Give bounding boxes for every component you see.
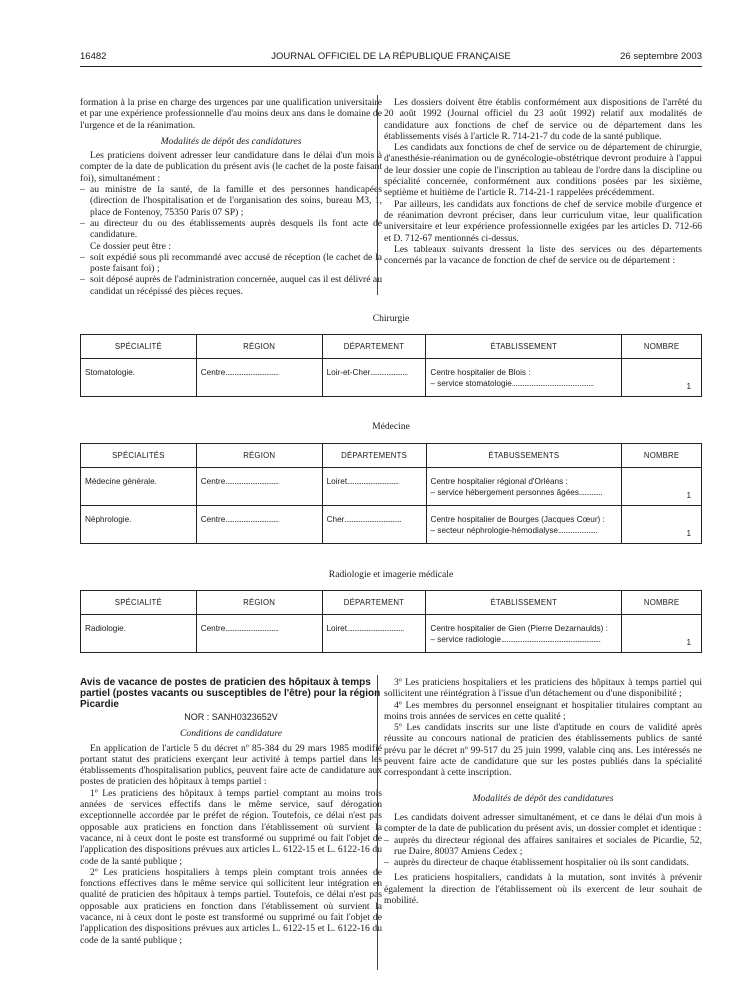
table-row — [81, 359, 702, 397]
cell-nombre: 1 — [622, 359, 702, 397]
table-caption: Chirurgie — [372, 313, 410, 324]
delivery-list — [80, 252, 382, 297]
bottom-right-column — [384, 677, 702, 906]
table-header-row — [81, 591, 702, 615]
cell-region: Centre.............................. — [196, 359, 322, 397]
paragraph: Les candidats doivent adresser simultanément, et ce dans le délai d'un mois à compter de la date de publication du présent avis, un dossier complet et identique : — [384, 811, 702, 835]
column-header: NOMBRE — [622, 335, 702, 359]
cell-departement: Loiret............................. — [322, 468, 426, 506]
section-heading: Modalités de dépôt des candidatures — [472, 792, 614, 804]
paragraph: 4º Les membres du personnel enseignant et hospitalier titulaires comptant au moins trois années de services en cette qualité ; — [384, 699, 702, 722]
paragraph: En application de l'article 5 du décret nº 85-384 du 29 mars 1985 modifié portant statut des praticiens exerçant leur activité à temps partiel dans les établissements d'hospitalisation publics, peuvent faire acte de candidature aux postes de praticien des hôpitaux à temps partiel : — [80, 742, 382, 788]
cell-specialite: Médecine générale. — [81, 468, 197, 506]
paragraph: 1º Les praticiens des hôpitaux à temps partiel comptant au moins trois années de services effectifs dans le même service, sauf dérogation exceptionnelle accordée par le préfet de région. Toutefois, ce délai n'est pas opposable aux praticiens en fonction dans l'établissement où survient la vacance, ni à ceux dont le poste est transformé ou supprimé ou fait l'objet de l'application des dispositions prévues aux articles L. 6122-15 et L. 6122-16 du code de la santé publique ; — [80, 787, 382, 867]
column-header: SPÉCIALITÉ — [81, 591, 197, 615]
list-item: – auprès du directeur régional des affaires sanitaires et sociales de Picardie, 52, rue Daire, 80037 Amiens Cedex ; — [384, 835, 702, 858]
table-row — [81, 468, 702, 506]
recipient-list — [384, 835, 702, 869]
column-divider — [377, 675, 378, 970]
column-header: ÉTABUSSEMENTS — [426, 444, 622, 468]
publication-date: 26 septembre 2003 — [620, 51, 702, 62]
paragraph: Par ailleurs, les candidats aux fonctions de chef de service mobile d'urgence et de réanimation devront préciser, dans leur curriculum vitae, leur qualification universitaire et leur expérience professionnelle exigées par les articles D. 712-66 et D. 712-67 mentionnés ci-dessus. — [384, 198, 702, 244]
column-header: RÉGION — [196, 335, 322, 359]
column-header: SPÉCIALITÉ — [81, 335, 197, 359]
table-caption: Médecine — [372, 421, 410, 432]
list-item: – soit expédié sous pli recommandé avec accusé de réception (le cachet de la poste faisant foi) ; — [80, 252, 382, 275]
paragraph: formation à la prise en charge des urgences par une qualification universitaire et par une expérience professionnelle d'au moins deux ans dans le domaine de l'urgence et de la réanimation. — [80, 97, 382, 131]
column-header: SPÉCIALITÉS — [81, 444, 197, 468]
paragraph: 5º Les candidats inscrits sur une liste d'aptitude en cours de validité après réussite au concours national de praticien des établissements publics de santé prévu par le décret nº 99-517 du 25 juin 1999, valable cinq ans. Les intéressés ne peuvent faire acte de candidature que sur les postes publiés dans la spécialité correspondant à cette inscription. — [384, 722, 702, 779]
column-header: NOMBRE — [622, 591, 702, 615]
top-right-column — [384, 97, 702, 266]
column-header: ÉTABLISSEMENT — [426, 335, 622, 359]
cell-region: Centre.............................. — [196, 615, 322, 653]
column-header: NOMBRE — [622, 444, 702, 468]
cell-departement: Cher................................ — [322, 506, 426, 544]
top-left-column — [80, 97, 382, 297]
column-divider — [377, 95, 378, 295]
nor-reference: NOR : SANH0323652V — [184, 712, 278, 722]
header-rule — [80, 66, 702, 67]
list-item: – auprès du directeur de chaque établissement hospitalier où ils sont candidats. — [384, 857, 702, 868]
cell-nombre: 1 — [622, 506, 702, 544]
bottom-left-column — [80, 677, 382, 946]
table-chirurgie — [80, 334, 702, 397]
cell-specialite: Stomatologie. — [81, 359, 197, 397]
table-medecine — [80, 443, 702, 544]
paragraph: Les praticiens doivent adresser leur candidature dans le délai d'un mois à compter de la date de publication du présent avis (le cachet de la poste faisant foi), simultanément : — [80, 150, 382, 184]
paragraph: Les praticiens hospitaliers, candidats à la mutation, sont invités à prévenir également la direction de l'établissement où ils exercent de leur souhait de mobilité. — [384, 872, 702, 907]
paragraph: 2º Les praticiens hospitaliers à temps plein comptant trois années de fonctions effectives dans le même service qui sollicitent leur intégration en qualité de praticien des hôpitaux à temps partiel. Toutefois, ce délai n'est pas opposable aux praticiens en fonction dans l'établissement où survient la vacance, ni à ceux dont le poste est transformé ou supprimé ou fait l'objet de l'application des dispositions prévues aux articles L. 6122-15 et L. 6122-16 du code de la santé publique ; — [80, 866, 382, 946]
list-item: – au ministre de la santé, de la famille et des personnes handicapées (direction de l'hospitalisation et de l'organisation des soins, bureau M3, 1, place de Fontenoy, 75350 Paris 07 SP) ; — [80, 184, 382, 218]
cell-region: Centre.............................. — [196, 506, 322, 544]
column-header: RÉGION — [196, 444, 322, 468]
cell-specialite: Néphrologie. — [81, 506, 197, 544]
table-radiologie — [80, 590, 702, 653]
list-item: – soit déposé auprès de l'administration concernée, auquel cas il est délivré au candidat un récépissé des pièces reçues. — [80, 274, 382, 297]
paragraph: Les candidats aux fonctions de chef de service ou de département de chirurgie, d'anesthésie-réanimation ou de gynécologie-obstétrique devront produire à l'appui de leur dossier une copie de l'inscription au tableau de l'ordre dans la discipline ou spécialité concernée, conformément aux conditions posées par les sixième, septième et huitième de l'article R. 714-21-1 rappelées précédemment. — [384, 142, 702, 199]
table-caption: Radiologie et imagerie médicale — [328, 569, 454, 580]
journal-title: JOURNAL OFFICIEL DE LA RÉPUBLIQUE FRANÇAISE — [271, 51, 511, 62]
cell-etablissement: Centre hospitalier de Blois : – service stomatologie.............................................. — [426, 359, 622, 397]
cell-nombre: 1 — [622, 468, 702, 506]
table-header-row — [81, 444, 702, 468]
cell-etablissement: Centre hospitalier de Gien (Pierre Dezarnaulds) : – service radiologie........................................................ — [426, 615, 622, 653]
section-heading: Conditions de candidature — [180, 728, 282, 740]
page-header — [80, 51, 702, 63]
paragraph: Les dossiers doivent être établis conformément aux dispositions de l'arrêté du 20 août 1992 (Journal officiel du 23 août 1992) relatif aux modalités de candidature aux fonctions de chef de service ou de département dans les établissements visés à l'article R. 714-21-7 du code de la santé publique. — [384, 97, 702, 142]
cell-nombre: 1 — [622, 615, 702, 653]
column-header: DÉPARTEMENTS — [322, 444, 426, 468]
table-row — [81, 506, 702, 544]
paragraph: 3º Les praticiens hospitaliers et les praticiens des hôpitaux à temps partiel qui sollicitent une réintégration à l'issue d'un détachement ou d'une disponibilité ; — [384, 677, 702, 700]
section-heading: Modalités de dépôt des candidatures — [160, 135, 302, 147]
column-header: DÉPARTEMENT — [322, 591, 426, 615]
table-row — [81, 615, 702, 653]
list-item: – au directeur du ou des établissements auprès desquels ils font acte de candidature. — [80, 218, 382, 241]
page-number: 16482 — [80, 51, 107, 62]
cell-region: Centre.............................. — [196, 468, 322, 506]
column-header: RÉGION — [196, 591, 322, 615]
paragraph: Ce dossier peut être : — [90, 240, 171, 252]
notice-title: Avis de vacance de postes de praticien des hôpitaux à temps partiel (postes vacants ou susceptibles de l'être) pour la région Picardie — [80, 677, 381, 710]
column-header: DÉPARTEMENT — [322, 335, 426, 359]
cell-departement: Loiret................................ — [322, 615, 426, 653]
cell-etablissement: Centre hospitalier de Bourges (Jacques Cœur) : – secteur néphrologie-hémodialyse...................... — [426, 506, 622, 544]
paragraph: Les tableaux suivants dressent la liste des services ou des départements concernés par la vacance de fonction de chef de service ou de département : — [384, 243, 702, 267]
column-header: ÉTABLISSEMENT — [426, 591, 622, 615]
recipient-list — [80, 184, 382, 240]
cell-specialite: Radiologie. — [81, 615, 197, 653]
cell-etablissement: Centre hospitalier régional d'Orléans : – service hébergement personnes âgées............. — [426, 468, 622, 506]
table-header-row — [81, 335, 702, 359]
cell-departement: Loir-et-Cher..................... — [322, 359, 426, 397]
